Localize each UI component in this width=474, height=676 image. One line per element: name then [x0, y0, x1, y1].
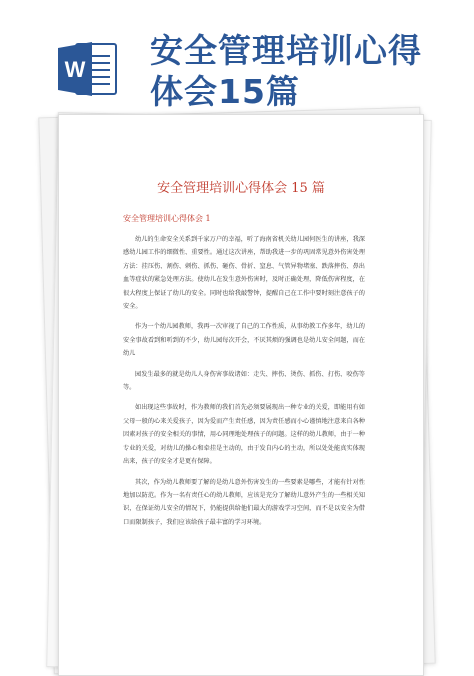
paragraph: 如出现这些事故时，作为教师的我们首先必须要展现出一种专业的关爱，即能用有如父母一般的心来关爱孩子，因为爱而产生责任感，因为责任感而小心谨慎地注意来自各种因素对孩子的安全相关的事情，用心同理地处理孩子的问题。这样的幼儿教师，由于一种专业的关爱，对幼儿的操心和牵挂是主动的，由于发自内心的主动，所以处处能真实体现出来，孩子的安全才是更有保障。: [123, 404, 365, 466]
word-letter: W: [64, 57, 86, 82]
paragraph: 幼儿的生命安全关系到千家万户的幸福，听了海南省机关幼儿园何医生的讲座，我深感幼儿园工作的细微性、重要性。通过这次讲座，帮助我进一步的巩固常见意外伤害处理方法：挂压伤、割伤、刺伤、抓伤、砸伤、骨折、窒息、气管异物堵塞、跌落摔伤、鼻出血等症状的紧急处理方法。使幼儿在发生意外伤害时，及时正确处理，降低伤害程度，在很大程度上保证了幼儿的安全。同时也给我敲警钟，提醒自己在工作中要时刻注意孩子的安全。: [123, 236, 365, 311]
title-line-2: 体会15篇: [150, 72, 300, 111]
paragraph: 作为一个幼儿园教师，我再一次审视了自己的工作性质，从事幼教工作多年，幼儿的安全事故看到和听到的不少，幼儿园每次开会，不厌其烦的强调也是幼儿安全问题，而在幼儿: [123, 323, 365, 358]
paragraph: 园发生最多的就是幼儿人身伤害事故诸如：走失、摔伤、烫伤、抓伤、打伤、咬伤等等。: [123, 370, 365, 392]
title-line-1: 安全管理培训心得: [150, 31, 422, 70]
paragraph: 其次，作为幼儿教师要了解的是幼儿意外伤害发生的一些要素是哪些，才能有针对性地加以防范。作为一名有责任心的幼儿教师，应该是充分了解幼儿意外产生的一些相关知识，在保证幼儿安全的情况下，仍能提供给他们最大的游戏学习空间，而不是以安全为借口而限制孩子，我们应该给孩子最丰富的学习环境。: [123, 478, 365, 526]
section-heading: 安全管理培训心得体会 1: [123, 214, 211, 223]
document-title-banner: [150, 30, 468, 112]
body-text: [123, 233, 365, 536]
word-document-icon: [56, 40, 118, 98]
document-page: [58, 114, 424, 676]
page-title: 安全管理培训心得体会 15 篇: [157, 181, 325, 196]
header-banner: [0, 0, 474, 112]
